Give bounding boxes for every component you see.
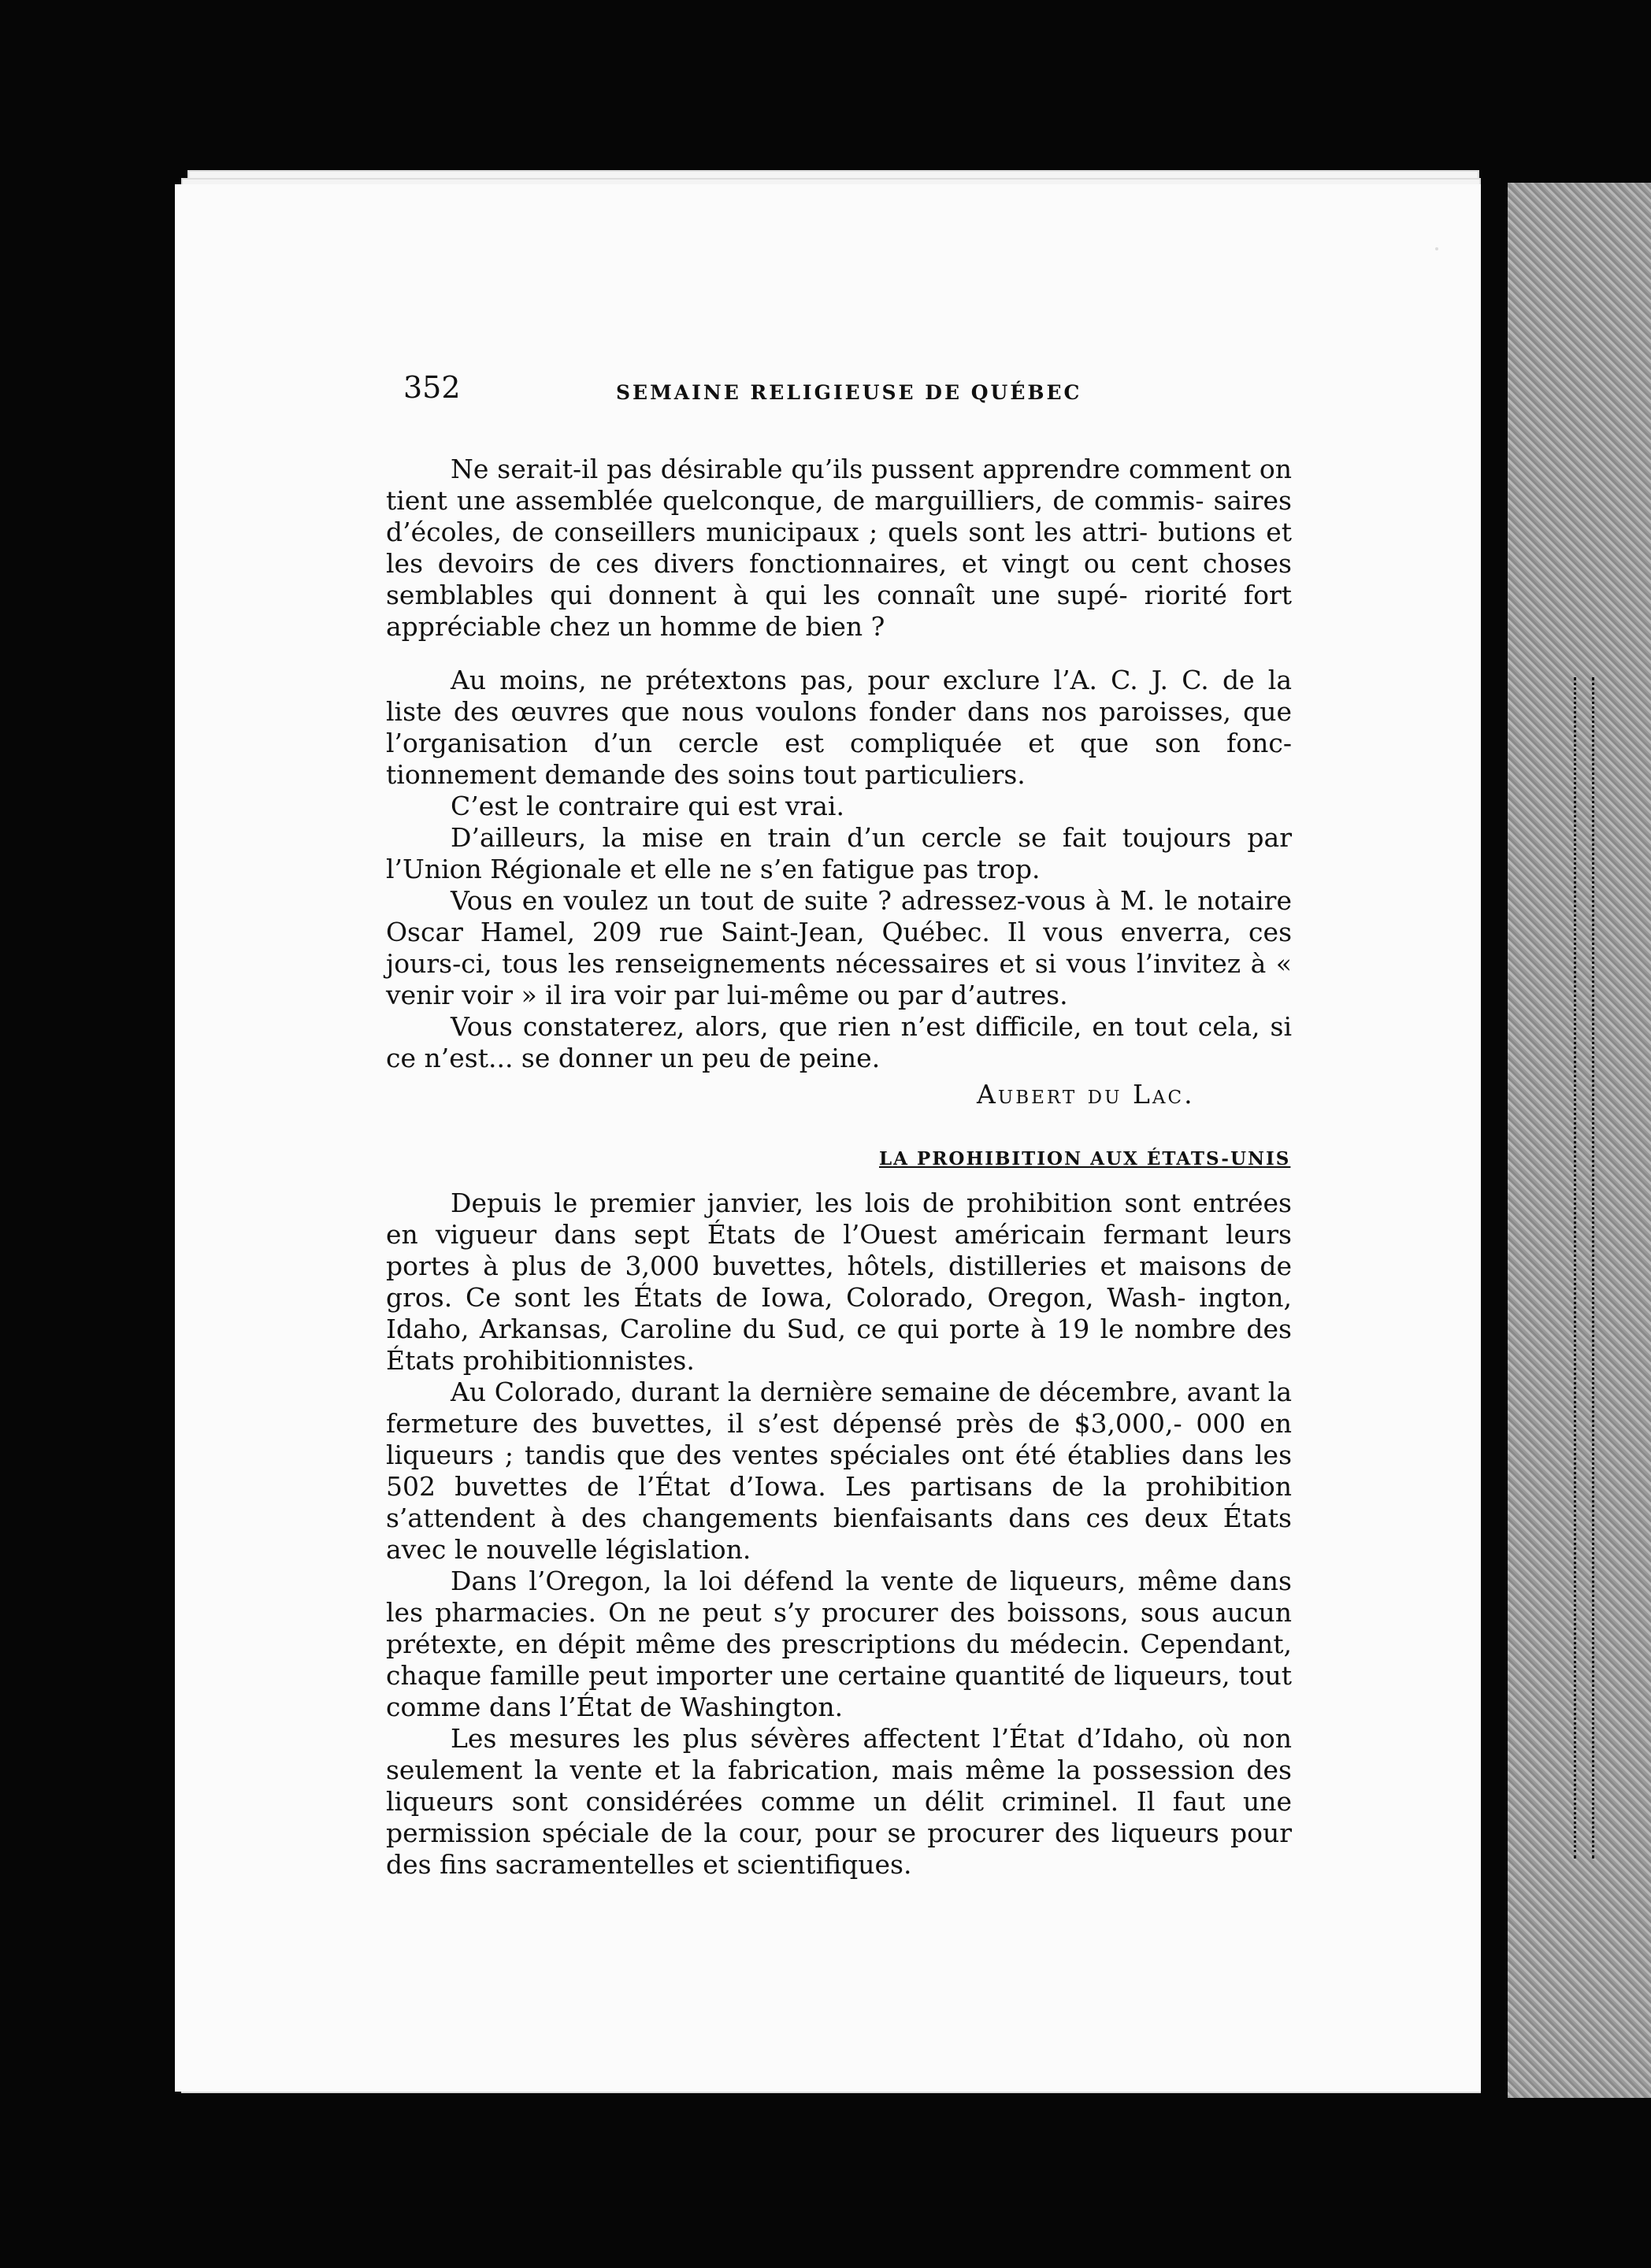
section-title: LA PROHIBITION AUX ÉTATS-UNIS: [879, 1148, 1291, 1169]
paragraph: Vous en voulez un tout de suite ? adressez-vous à M. le notaire Oscar Hamel, 209 rue Saint-Jean, Québec. Il vous enverra, ces jours-ci, tous les renseignements nécessaires et si vous l’invitez à « venir voir » il ira voir par lui-même ou par d’autres.: [386, 885, 1292, 1010]
author-signature: Aubert du Lac.: [977, 1079, 1195, 1110]
paragraph: Au moins, ne prétextons pas, pour exclure l’A. C. J. C. de la liste des œuvres que nous voulons fonder dans nos paroisses, que l’organisation d’un cercle est compliquée et que son fonc- tionnement demande des soins tout particuliers.: [386, 665, 1292, 790]
paragraph: C’est le contraire qui est vrai.: [451, 791, 844, 821]
paragraph: Dans l’Oregon, la loi défend la vente de liqueurs, même dans les pharmacies. On ne peut s’y procurer des boissons, sous aucun prétexte, en dépit même des prescriptions du médecin. Cependant, chaque famille peut importer une certaine quantité de liqueurs, tout comme dans l’État de Washington.: [386, 1566, 1292, 1722]
running-head: SEMAINE RELIGIEUSE DE QUÉBEC: [616, 381, 1082, 404]
paragraph: Les mesures les plus sévères affectent l’État d’Idaho, où non seulement la vente et la fabrication, mais même la possession des liqueurs sont considérées comme un délit criminel. Il faut une permission spéciale de la cour, pour se procurer des liqueurs pour des fins sacramentelles et scientifiques.: [386, 1723, 1292, 1880]
prohibition-article: [386, 1188, 1292, 1881]
paragraph: Ne serait-il pas désirable qu’ils pussent apprendre comment on tient une assemblée quelconque, de marguilliers, de commis- saires d’écoles, de conseillers municipaux ; quels sont les attri- butions et les devoirs de ces divers fonctionnaires, et vingt ou cent choses semblables qui donnent à qui les connaît une supé- riorité fort appréciable chez un homme de bien ?: [386, 454, 1292, 642]
decorative-border: [1574, 677, 1594, 1858]
paragraph: Depuis le premier janvier, les lois de prohibition sont entrées en vigueur dans sept États de l’Ouest américain fermant leurs portes à plus de 3,000 buvettes, hôtels, distilleries et maisons de gros. Ce sont les États de Iowa, Colorado, Oregon, Wash- ington, Idaho, Arkansas, Caroline du Sud, ce qui porte à 19 le nombre des États prohibitionnistes.: [386, 1188, 1292, 1376]
paragraph: Vous constaterez, alors, que rien n’est difficile, en tout cela, si ce n’est... se donner un peu de peine.: [386, 1011, 1292, 1073]
page-number: 352: [403, 370, 461, 405]
page-header: [403, 370, 1349, 417]
article-continuation: [386, 454, 1292, 1074]
paragraph: Au Colorado, durant la dernière semaine de décembre, avant la fermeture des buvettes, il s’est dépensé près de $3,000,- 000 en liqueurs ; tandis que des ventes spéciales ont été établies dans les 502 buvettes de l’État d’Iowa. Les partisans de la prohibition s’attendent à des changements bienfaisants dans ces deux États avec le nouvelle législation.: [386, 1377, 1292, 1565]
paragraph: D’ailleurs, la mise en train d’un cercle se fait toujours par l’Union Régionale et elle ne s’en fatigue pas trop.: [386, 822, 1292, 884]
